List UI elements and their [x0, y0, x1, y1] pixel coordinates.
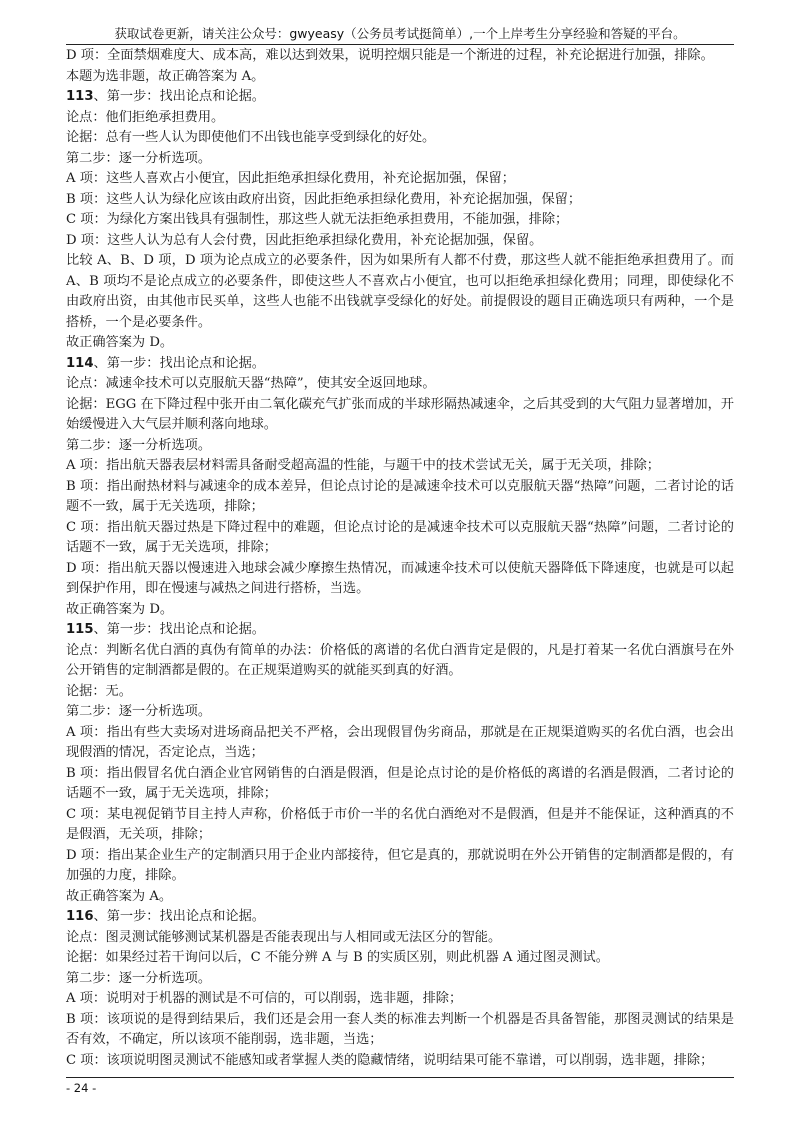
line-text: A 项：指出航天器表层材料需具备耐受超高温的性能，与题干中的技术尝试无关，属于无关项，排除；: [66, 458, 660, 473]
line-text: A 项：这些人喜欢占小便宜，因此拒绝承担绿化费用，补充论据加强，保留；: [66, 171, 515, 186]
text-line: [66, 190, 734, 211]
text-line: [66, 1051, 734, 1072]
line-text: 第二步：逐一分析选项。: [66, 150, 212, 166]
line-text: 、第一步：找出论点和论据。: [93, 622, 265, 637]
text-line: [66, 46, 734, 67]
text-line: [66, 210, 734, 231]
text-line: [66, 67, 734, 88]
page-header: 获取试卷更新，请关注公众号：gwyeasy（公务员考试挺简单）,一个上岸考生分享经验和答疑的平台。: [114, 26, 686, 41]
text-line: [66, 723, 734, 764]
line-text: 故正确答案为 D。: [66, 601, 174, 617]
line-text: 故正确答案为 D。: [66, 335, 174, 350]
text-line: [66, 108, 734, 129]
text-line: [66, 969, 734, 990]
line-text: A 项：指出有些大卖场对进场商品把关不严格，会出现假冒伪劣商品，那就是在正规渠道购买的名优白酒，也会出现假酒的情况，否定论点，当选；: [66, 724, 734, 760]
line-text: B 项：指出耐热材料与减速伞的成本差异，但论点讨论的是减速伞技术可以克服航天器“热障”问题，二者讨论的话题不一致，属于无关选项，排除；: [66, 478, 734, 514]
text-line: [66, 600, 734, 621]
text-line: [66, 641, 734, 682]
line-text: B 项：指出假冒名优白酒企业官网销售的白酒是假酒，但是论点讨论的是价格低的离谱的名酒是假酒，二者讨论的话题不一致，属于无关选项，排除；: [66, 765, 734, 801]
line-text: A 项：说明对于机器的测试是不可信的，可以削弱，选非题，排除；: [66, 991, 463, 1006]
line-text: D 项：这些人认为总有人会付费，因此拒绝承担绿化费用，补充论据加强，保留。: [66, 232, 543, 248]
question-number: 116: [66, 909, 94, 924]
line-text: C 项：为绿化方案出钱具有强制性，那这些人就无法拒绝承担费用，不能加强，排除；: [66, 212, 569, 227]
text-line: [66, 149, 734, 170]
line-text: 论点：判断名优白酒的真伪有简单的办法：价格低的离谱的名优白酒肯定是假的，凡是打着某一名优白酒旗号在外公开销售的定制酒都是假的。在正规渠道购买的就能买到真的好酒。: [66, 642, 734, 678]
line-text: C 项：该项说明图灵测试不能感知或者掌握人类的隐藏情绪，说明结果可能不靠谱，可以削弱，选非题，排除；: [66, 1052, 714, 1068]
line-text: C 项：某电视促销节目主持人声称，价格低于市价一半的名优白酒绝对不是假酒，但是并不能保证，这种酒真的不是假酒，无关项，排除；: [66, 806, 734, 842]
line-text: 第二步：逐一分析选项。: [66, 704, 212, 719]
document-body: [66, 46, 734, 1071]
text-line: [66, 805, 734, 846]
line-text: B 项：该项说的是得到结果后，我们还是会用一套人类的标准去判断一个机器是否具备智能，那图灵测试的结果是否有效，不确定，所以该项不能削弱，选非题，当选；: [66, 1011, 734, 1047]
question-number: 113: [66, 89, 94, 104]
line-text: 论据：EGG 在下降过程中张开由二氧化碳充气扩张而成的半球形隔热减速伞，之后其受到的大气阻力显著增加，开始缓慢进入大气层并顺利落向地球。: [66, 396, 734, 432]
line-text: 故正确答案为 A。: [66, 888, 173, 904]
text-line: [66, 436, 734, 457]
line-text: 、第一步：找出论点和论据。: [93, 355, 265, 371]
text-line: [66, 559, 734, 600]
page-number: - 24 -: [66, 1081, 97, 1095]
text-line: [66, 333, 734, 354]
text-line: [66, 477, 734, 518]
text-line: [66, 251, 734, 333]
line-text: 论据：如果经过若干询问以后，C 不能分辨 A 与 B 的实质区别，则此机器 A 通过图灵测试。: [66, 950, 609, 965]
text-line: [66, 169, 734, 190]
line-text: 本题为选非题，故正确答案为 A。: [66, 68, 265, 84]
line-text: C 项：指出航天器过热是下降过程中的难题，但论点讨论的是减速伞技术可以克服航天器“热障”问题，二者讨论的话题不一致，属于无关选项，排除；: [66, 519, 734, 555]
text-line: [66, 702, 734, 723]
text-line: [66, 928, 734, 949]
text-line: [66, 887, 734, 908]
line-text: 比较 A、B、D 项，D 项为论点成立的必要条件，因为如果所有人都不付费，那这些人就不能拒绝承担费用了。而 A、B 项均不是论点成立的必要条件，即使这些人不喜欢占小便宜，也可以拒绝承担绿化费用；同理，即使绿化不由政府出资，由其他市民买单，这些人也能不出钱就享受绿化的好处。前提假设的题目正确选项只有两种，一个是搭桥，一个是必要条件。: [66, 253, 734, 330]
line-text: 论据：总有一些人认为即使他们不出钱也能享受到绿化的好处。: [66, 130, 436, 145]
question-heading: [66, 354, 734, 375]
question-heading: [66, 907, 734, 928]
line-text: 论点：他们拒绝承担费用。: [66, 109, 225, 125]
question-heading: [66, 87, 734, 108]
question-number: 115: [66, 622, 94, 637]
line-text: D 项：全面禁烟难度大、成本高，难以达到效果，说明控烟只能是一个渐进的过程，补充论据进行加强，排除。: [66, 48, 714, 63]
text-line: [66, 456, 734, 477]
line-text: 第二步：逐一分析选项。: [66, 437, 212, 453]
header-divider: [66, 44, 734, 45]
text-line: [66, 518, 734, 559]
question-number: 114: [66, 355, 94, 371]
text-line: [66, 989, 734, 1010]
line-text: 、第一步：找出论点和论据。: [93, 89, 265, 104]
line-text: 第二步：逐一分析选项。: [66, 970, 212, 986]
line-text: 论点：减速伞技术可以克服航天器“热障”，使其安全返回地球。: [66, 376, 436, 391]
text-line: [66, 682, 734, 703]
line-text: D 项：指出航天器以慢速进入地球会减少摩擦生热情况，而减速伞技术可以使航天器降低下降速度，也就是可以起到保护作用，即在慢速与减热之间进行搭桥，当选。: [66, 560, 734, 596]
text-line: [66, 846, 734, 887]
text-line: [66, 1010, 734, 1051]
question-heading: [66, 620, 734, 641]
text-line: [66, 374, 734, 395]
line-text: 、第一步：找出论点和论据。: [93, 909, 265, 924]
text-line: [66, 395, 734, 436]
line-text: 论点：图灵测试能够测试某机器是否能表现出与人相同或无法区分的智能。: [66, 929, 502, 945]
line-text: B 项：这些人认为绿化应该由政府出资，因此拒绝承担绿化费用，补充论据加强，保留；: [66, 191, 582, 207]
footer-divider: [66, 1077, 734, 1078]
line-text: 论据：无。: [66, 683, 132, 699]
text-line: [66, 764, 734, 805]
text-line: [66, 128, 734, 149]
text-line: [66, 231, 734, 252]
line-text: D 项：指出某企业生产的定制酒只用于企业内部接待，但它是真的，那就说明在外公开销售的定制酒都是假的，有加强的力度，排除。: [66, 847, 734, 883]
text-line: [66, 948, 734, 969]
